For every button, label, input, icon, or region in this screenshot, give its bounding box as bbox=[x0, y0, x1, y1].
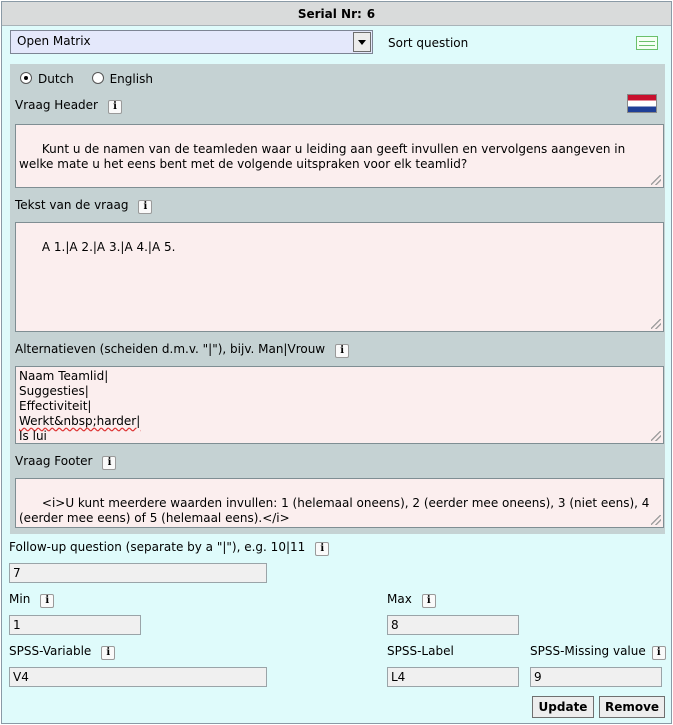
question-type-value: Open Matrix bbox=[17, 34, 91, 48]
info-icon[interactable]: i bbox=[101, 646, 115, 660]
chevron-down-icon[interactable] bbox=[353, 32, 371, 52]
spss-variable-label-row bbox=[9, 644, 115, 660]
radio-dutch-label: Dutch bbox=[38, 72, 74, 86]
radio-english[interactable] bbox=[92, 72, 104, 84]
question-text-label: Tekst van de vraag bbox=[15, 198, 129, 212]
question-editor bbox=[1, 1, 672, 724]
spss-variable-label: SPSS-Variable bbox=[9, 644, 92, 658]
language-panel bbox=[10, 64, 665, 534]
alternative-line: Is lui bbox=[19, 429, 47, 443]
min-label-row bbox=[9, 592, 54, 608]
spss-missing-label-row bbox=[530, 644, 666, 660]
alternatives-label: Alternatieven (scheiden d.m.v. "|"), bijv. Man|Vrouw bbox=[15, 342, 326, 356]
spss-variable-input[interactable]: V4 bbox=[9, 667, 267, 687]
info-icon[interactable]: i bbox=[102, 456, 116, 470]
title-bar bbox=[2, 2, 671, 26]
spss-label-label: SPSS-Label bbox=[387, 644, 454, 658]
sort-question-label: Sort question bbox=[388, 36, 469, 50]
question-type-select[interactable] bbox=[10, 30, 373, 54]
info-icon[interactable]: i bbox=[422, 594, 436, 608]
max-label-row bbox=[387, 592, 436, 608]
resize-grip-icon[interactable] bbox=[651, 515, 661, 525]
alternative-line: Naam Teamlid| bbox=[19, 369, 109, 383]
spss-missing-label: SPSS-Missing value bbox=[530, 644, 646, 658]
spss-missing-input[interactable]: 9 bbox=[530, 667, 662, 687]
header-field-label-row bbox=[15, 98, 122, 114]
max-label: Max bbox=[387, 592, 412, 606]
question-text-value: A 1.|A 2.|A 3.|A 4.|A 5. bbox=[41, 240, 176, 254]
header-textarea[interactable] bbox=[15, 124, 664, 188]
info-icon[interactable]: i bbox=[108, 100, 122, 114]
alternative-line: Werkt&nbsp;harder| bbox=[19, 414, 141, 428]
info-icon[interactable]: i bbox=[138, 200, 152, 214]
alternative-line: Suggesties| bbox=[19, 384, 89, 398]
update-button[interactable]: Update bbox=[532, 696, 594, 718]
min-label: Min bbox=[9, 592, 31, 606]
radio-english-label: English bbox=[109, 72, 153, 86]
sort-grid-icon[interactable] bbox=[636, 36, 658, 50]
info-icon[interactable]: i bbox=[315, 542, 329, 556]
followup-input[interactable]: 7 bbox=[9, 563, 267, 583]
followup-label-row bbox=[9, 540, 329, 556]
info-icon[interactable]: i bbox=[335, 344, 349, 358]
max-input[interactable]: 8 bbox=[387, 615, 519, 635]
footer-text: <i>U kunt meerdere waarden invullen: 1 (helemaal oneens), 2 (eerder mee oneens), 3 (niet eens), 4 (eerder mee eens) of 5 (helemaal eens).</i> bbox=[19, 496, 654, 525]
serial-value: 6 bbox=[366, 7, 376, 21]
info-icon[interactable]: i bbox=[40, 594, 54, 608]
info-icon[interactable]: i bbox=[652, 646, 666, 660]
resize-grip-icon[interactable] bbox=[651, 431, 661, 441]
resize-grip-icon[interactable] bbox=[651, 319, 661, 329]
header-text: Kunt u de namen van de teamleden waar u leiding aan geeft invullen en vervolgens aangeven in welke mate u het eens bent met de volgende uitspraken voor elk teamlid? bbox=[19, 142, 630, 171]
footer-textarea[interactable] bbox=[15, 478, 664, 528]
alternative-line: Effectiviteit| bbox=[19, 399, 92, 413]
header-field-label: Vraag Header bbox=[15, 98, 98, 112]
min-input[interactable]: 1 bbox=[9, 615, 141, 635]
language-selector bbox=[20, 72, 167, 86]
radio-dutch[interactable] bbox=[20, 72, 32, 84]
remove-button[interactable]: Remove bbox=[599, 696, 665, 718]
serial-label: Serial Nr: bbox=[297, 7, 362, 21]
resize-grip-icon[interactable] bbox=[651, 175, 661, 185]
alternatives-textarea[interactable] bbox=[15, 366, 664, 444]
dutch-flag-icon bbox=[627, 94, 657, 113]
alternatives-label-row bbox=[15, 342, 349, 358]
spss-label-label-row bbox=[387, 644, 454, 658]
footer-label-row bbox=[15, 454, 116, 470]
question-text-textarea[interactable] bbox=[15, 222, 664, 332]
spss-label-input[interactable]: L4 bbox=[387, 667, 519, 687]
followup-label: Follow-up question (separate by a "|"), e.g. 10|11 bbox=[9, 540, 306, 554]
question-text-label-row bbox=[15, 198, 152, 214]
footer-field-label: Vraag Footer bbox=[15, 454, 93, 468]
